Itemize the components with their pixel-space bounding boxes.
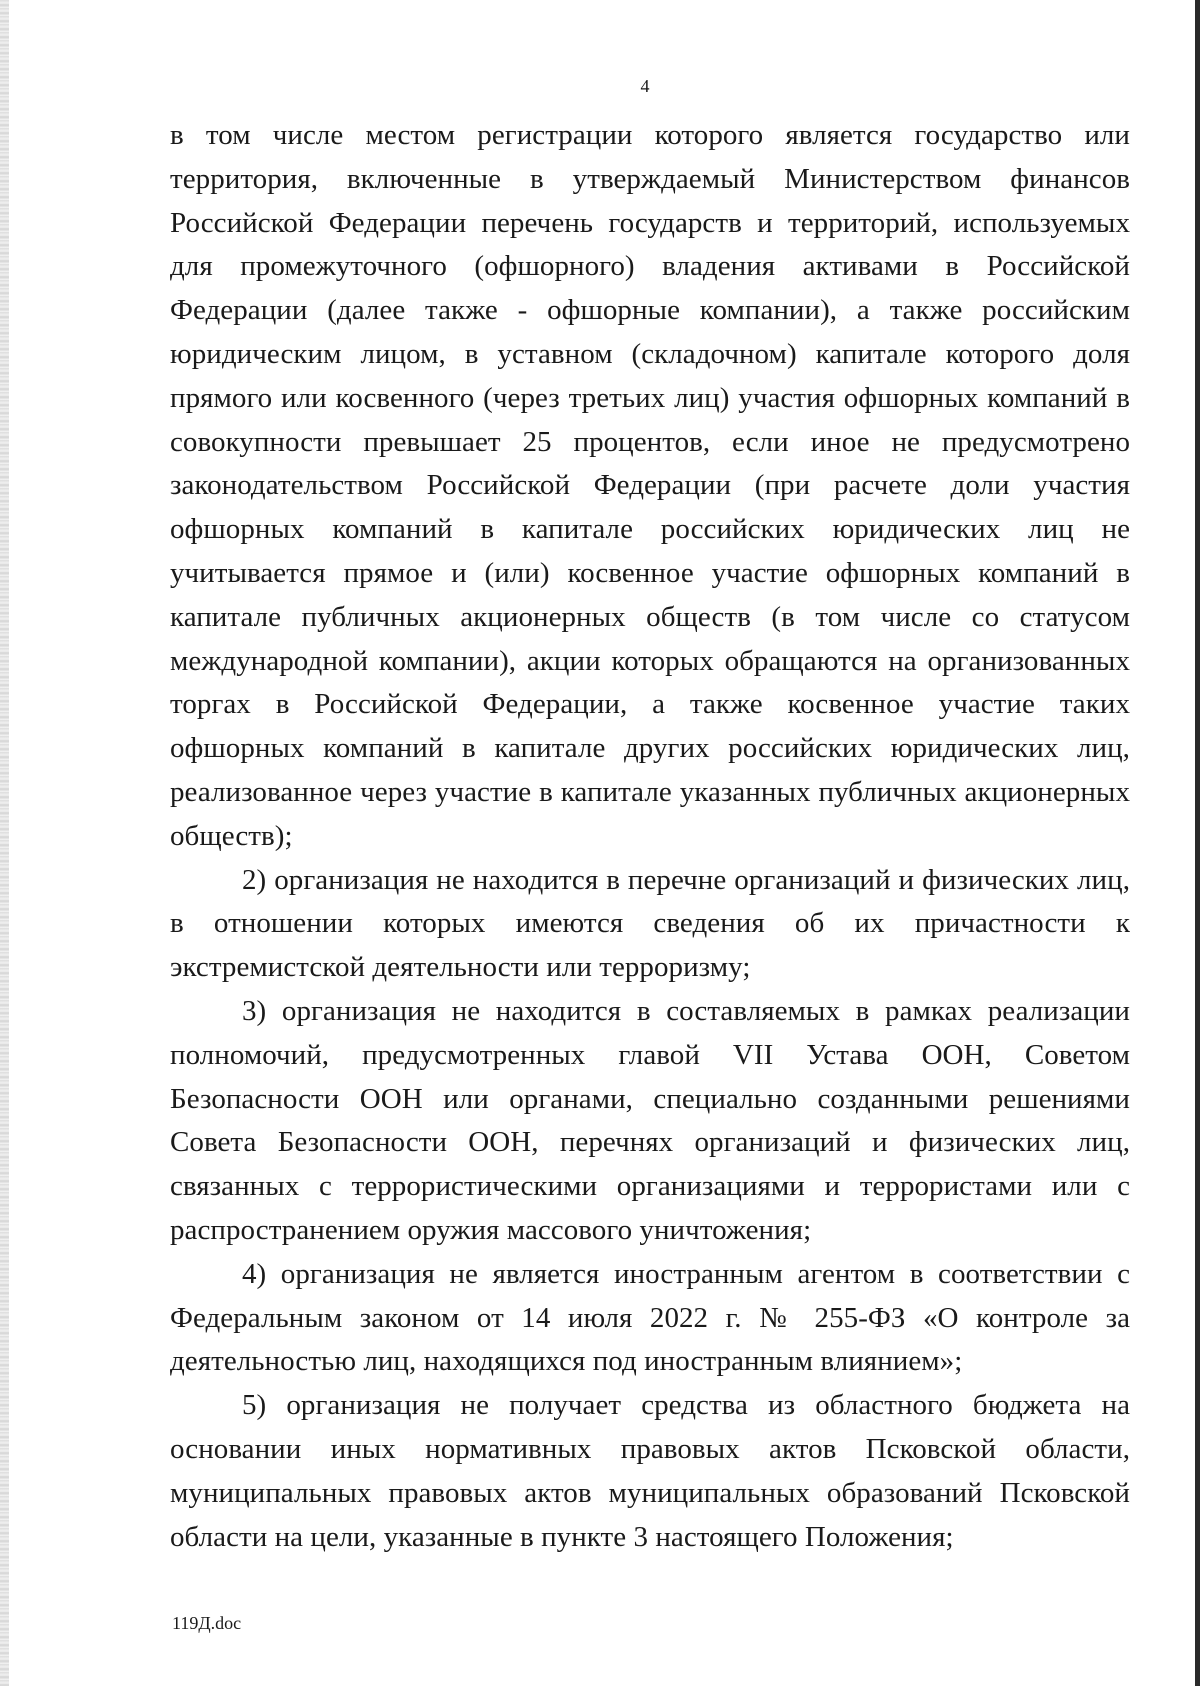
paragraph-continuation: в том числе местом регистрации которого является государство или территория, включенные в утверждаемый Министерством финансов Российской Федерации перечень государств и территорий, используемых для промежуточного (офшорного) владения активами в Российской Федерации (далее также - офшорные компании), а также российским юридическим лицом, в уставном (складочном) капитале которого доля прямого или косвенного (через третьих лиц) участия офшорных компаний в совокупности превышает 25 процентов, если иное не предусмотрено законодательством Российской Федерации (при расчете доли участия офшорных компаний в капитале российских юридических лиц не учитывается прямое и (или) косвенное участие офшорных компаний в капитале публичных акционерных обществ (в том числе со статусом международной компании), акции которых обращаются на организованных торгах в Российской Федерации, а также косвенное участие таких офшорных компаний в капитале других российских юридических лиц, реализованное через участие в капитале указанных публичных акционерных обществ); — [170, 119, 1130, 852]
scan-edge-left — [0, 0, 9, 1686]
paragraph-item-3: 3) организация не находится в составляемых в рамках реализации полномочий, предусмотренных главой VII Устава ООН, Советом Безопасности ООН или органами, специально созданными решениями Совета Безопасности ООН, перечнях организаций и физических лиц, связанных с террористическими организациями и террористами или с распространением оружия массового уничтожения; — [170, 994, 1130, 1246]
file-name-footer: 119Д.doc — [172, 1613, 242, 1633]
page-number: 4 — [640, 76, 650, 96]
paragraph-item-2: 2) организация не находится в перечне организаций и физических лиц, в отношении которых имеются сведения об их причастности к экстремистской деятельности или терроризму; — [170, 863, 1130, 984]
paragraph-item-4: 4) организация не является иностранным агентом в соответствии с Федеральным законом от 14 июля 2022 г. № 255-ФЗ «О контроле за деятельностью лиц, находящихся под иностранным влиянием»; — [170, 1257, 1130, 1378]
document-body — [170, 114, 1130, 1559]
scan-edge-right — [1195, 0, 1200, 1686]
paragraph-item-5: 5) организация не получает средства из областного бюджета на основании иных нормативных правовых актов Псковской области, муниципальных правовых актов муниципальных образований Псковской области на цели, указанные в пункте 3 настоящего Положения; — [170, 1389, 1130, 1553]
